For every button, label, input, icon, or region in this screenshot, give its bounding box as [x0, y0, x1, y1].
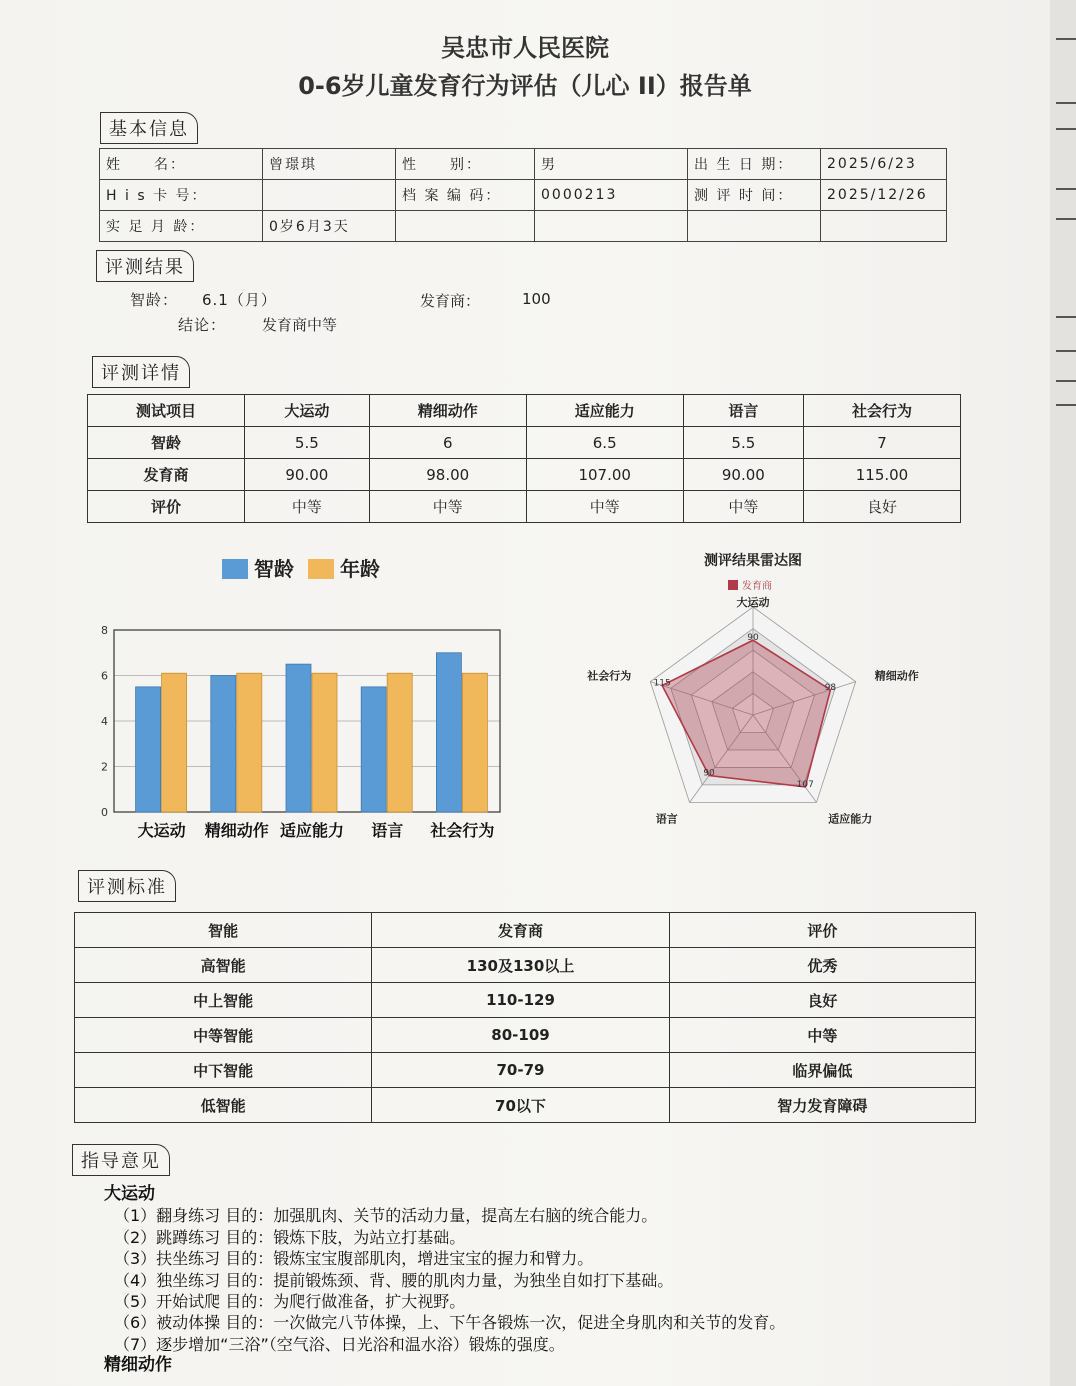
cell: 6	[369, 427, 526, 459]
table-row	[88, 491, 961, 523]
radar-value-label: 107	[796, 779, 814, 790]
row-label: 智龄	[88, 427, 245, 459]
radar-value-label: 115	[653, 678, 671, 689]
mental-age-label: 智龄：	[130, 291, 179, 309]
cell: 低智能	[75, 1088, 372, 1123]
cell: 130及130以上	[372, 948, 669, 983]
test-time-value: 2025/12/26	[821, 180, 947, 211]
table-row	[88, 459, 961, 491]
legend-label: 年龄	[340, 557, 380, 581]
bar	[237, 673, 262, 812]
y-tick-label: 6	[101, 669, 108, 683]
page-edge-marks	[1050, 0, 1076, 1386]
cell: 98.00	[369, 459, 526, 491]
radar-axis-label: 语言	[655, 812, 678, 826]
bar	[436, 653, 461, 812]
y-tick-label: 4	[101, 715, 108, 728]
cell: 107.00	[526, 459, 683, 491]
radar-value-label: 98	[824, 682, 837, 693]
bar	[136, 687, 161, 812]
cell: 临界偏低	[669, 1053, 975, 1088]
radar-axis-label: 社会行为	[587, 669, 632, 683]
empty-cell	[535, 211, 688, 242]
table-row	[88, 427, 961, 459]
dq-value: 100	[522, 290, 551, 308]
y-tick-label: 0	[101, 806, 108, 819]
radar-axis-label: 适应能力	[828, 812, 873, 826]
guidance-item: （6）被动体操 目的：一次做完八节体操，上、下午各锻炼一次，促进全身肌肉和关节的发育。	[114, 1313, 786, 1333]
y-tick-label: 8	[101, 624, 108, 637]
row-label: 评价	[88, 491, 245, 523]
cell: 优秀	[669, 948, 975, 983]
bar	[387, 673, 412, 812]
radar-axis-label: 精细动作	[874, 669, 919, 683]
legend-swatch	[308, 559, 334, 579]
cell: 110-129	[372, 983, 669, 1018]
x-tick-label: 精细动作	[204, 821, 269, 840]
legend-label: 智龄	[254, 557, 294, 581]
cell: 中等	[526, 491, 683, 523]
his-value	[263, 180, 396, 211]
guidance-item: （1）翻身练习 目的：加强肌肉、关节的活动力量，提高左右脑的统合能力。	[114, 1206, 658, 1226]
table-row	[75, 1088, 976, 1123]
bar	[211, 676, 236, 813]
guidance-item: （7）逐步增加“三浴”（空气浴、日光浴和温水浴）锻炼的强度。	[114, 1334, 565, 1354]
gender-label: 性 别：	[396, 149, 535, 180]
x-tick-label: 社会行为	[430, 821, 495, 840]
age-label: 实 足 月 龄：	[100, 211, 263, 242]
cell: 5.5	[683, 427, 803, 459]
cell: 良好	[669, 983, 975, 1018]
cell: 中等	[244, 491, 369, 523]
section-guidance: 指导意见	[72, 1144, 170, 1176]
basic-info-table	[99, 148, 947, 242]
cell: 6.5	[526, 427, 683, 459]
empty-cell	[396, 211, 535, 242]
section-basic-info: 基本信息	[100, 112, 198, 144]
legend-swatch	[222, 559, 248, 579]
radar-axis-label: 大运动	[736, 596, 770, 609]
fine-motor-title: 精细动作	[104, 1355, 172, 1376]
bar	[361, 687, 386, 812]
legend-label: 发育商	[742, 581, 772, 592]
standard-header: 评价	[669, 913, 975, 948]
details-header: 社会行为	[803, 395, 960, 427]
conclusion-label: 结论：	[178, 316, 227, 334]
details-header: 语言	[683, 395, 803, 427]
cell: 70以下	[372, 1088, 669, 1123]
standard-header: 发育商	[372, 913, 669, 948]
archive-label: 档 案 编 码：	[396, 180, 535, 211]
cell: 7	[803, 427, 960, 459]
gross-motor-title: 大运动	[104, 1184, 155, 1204]
details-header: 适应能力	[526, 395, 683, 427]
his-label: H i s 卡 号：	[100, 180, 263, 211]
empty-cell	[821, 211, 947, 242]
cell: 中等	[683, 491, 803, 523]
guidance-item: （4）独坐练习 目的：提前锻炼颈、背、腰的肌肉力量，为独坐自如打下基础。	[114, 1270, 674, 1290]
cell: 良好	[803, 491, 960, 523]
section-result: 评测结果	[96, 250, 194, 282]
radar-chart	[587, 545, 919, 835]
radar-title: 测评结果雷达图	[704, 553, 802, 569]
guidance-item: （5）开始试爬 目的：为爬行做准备，扩大视野。	[114, 1292, 466, 1312]
cell: 115.00	[803, 459, 960, 491]
cell: 80-109	[372, 1018, 669, 1053]
dq-label: 发育商：	[420, 292, 481, 310]
cell: 中等	[669, 1018, 975, 1053]
birth-value: 2025/6/23	[821, 149, 947, 180]
cell: 70-79	[372, 1053, 669, 1088]
table-row	[75, 1018, 976, 1053]
y-tick-label: 2	[101, 760, 108, 774]
cell: 中上智能	[75, 983, 372, 1018]
table-row	[75, 948, 976, 983]
cell: 高智能	[75, 948, 372, 983]
gender-value: 男	[535, 149, 688, 180]
name-label: 姓 名：	[100, 149, 263, 180]
x-tick-label: 大运动	[137, 821, 186, 840]
radar-value-label: 90	[747, 633, 759, 644]
cell: 中下智能	[75, 1053, 372, 1088]
standard-table	[74, 912, 976, 1123]
guidance-text	[104, 1184, 1004, 1377]
cell: 中等	[369, 491, 526, 523]
x-tick-label: 语言	[371, 821, 404, 840]
archive-value: 0000213	[535, 180, 688, 211]
cell: 5.5	[244, 427, 369, 459]
bar-chart	[90, 545, 520, 845]
cell: 中等智能	[75, 1018, 372, 1053]
empty-cell	[688, 211, 821, 242]
birth-label: 出 生 日 期：	[688, 149, 821, 180]
cell: 90.00	[683, 459, 803, 491]
age-value: 0岁6月3天	[263, 211, 396, 242]
table-row	[75, 983, 976, 1018]
details-table	[87, 394, 961, 523]
section-details: 评测详情	[92, 356, 190, 388]
standard-header: 智能	[75, 913, 372, 948]
radar-value-label: 90	[703, 768, 715, 779]
row-label: 发育商	[88, 459, 245, 491]
x-tick-label: 适应能力	[279, 821, 345, 840]
details-header: 测试项目	[88, 395, 245, 427]
guidance-item: （2）跳蹲练习 目的：锻炼下肢，为站立打基础。	[114, 1227, 466, 1247]
report-title: 0-6岁儿童发育行为评估（儿心 II）报告单	[298, 72, 752, 100]
table-row	[75, 1053, 976, 1088]
guidance-item: （3）扶坐练习 目的：锻炼宝宝腹部肌肉，增进宝宝的握力和臂力。	[114, 1249, 594, 1269]
section-standard: 评测标准	[78, 870, 176, 902]
cell: 智力发育障碍	[669, 1088, 975, 1123]
name-value: 曾璟琪	[263, 149, 396, 180]
details-header: 大运动	[244, 395, 369, 427]
cell: 90.00	[244, 459, 369, 491]
bar	[462, 673, 487, 812]
bar	[286, 664, 311, 812]
conclusion-value: 发育商中等	[262, 316, 338, 334]
mental-age-value: 6.1（月）	[202, 291, 277, 309]
test-time-label: 测 评 时 间：	[688, 180, 821, 211]
bar	[312, 673, 337, 812]
hospital-name: 吴忠市人民医院	[441, 34, 609, 62]
details-header: 精细动作	[369, 395, 526, 427]
legend-swatch	[728, 580, 738, 590]
bar	[162, 673, 187, 812]
